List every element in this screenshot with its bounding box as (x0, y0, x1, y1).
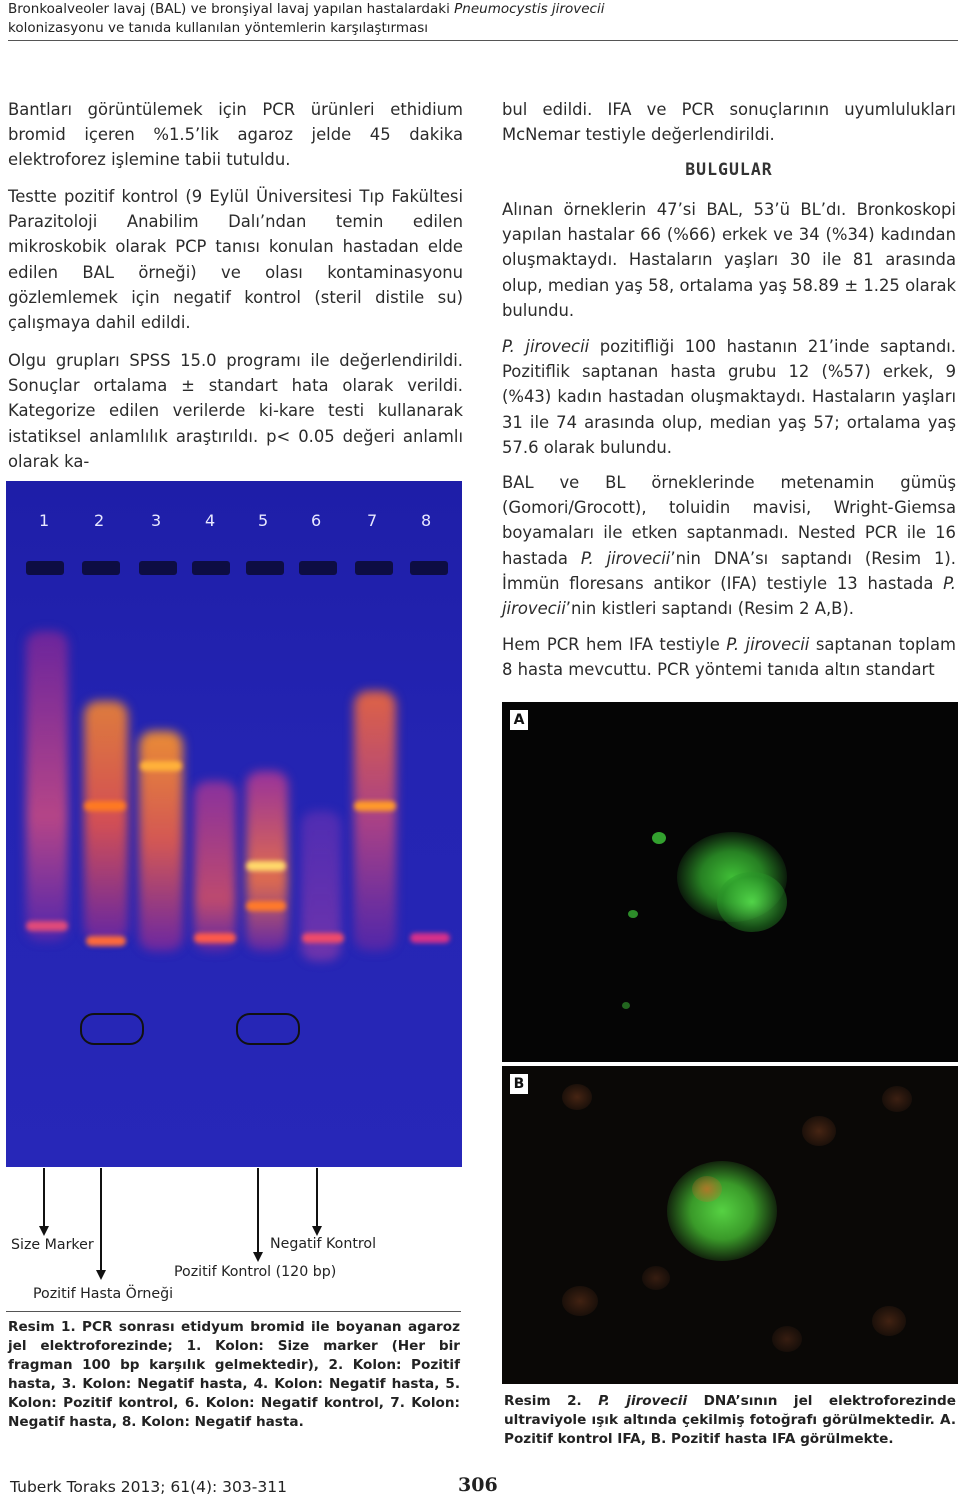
gel-well (26, 561, 64, 575)
fluorescent-dot (652, 832, 666, 844)
legend-pozitif-hasta: Pozitif Hasta Örneği (33, 1286, 174, 1302)
arrow-negatif-kontrol (316, 1168, 318, 1228)
background-cell (562, 1084, 592, 1110)
band-highlight-oval (236, 1013, 300, 1045)
right-paragraph-3: P. jirovecii pozitifliği 100 hastanın 21’inde saptandı. Pozitiflik saptanan hasta grubu 12 (%57) erkek, 9 (%43) kadın hastadan oluşmaktaydı. Hastaların yaşları 31 ile 74 arasında olup, median yaş 57; ortalama yaş 57.6 olarak bulundu. (502, 337, 956, 457)
background-cell (872, 1306, 906, 1336)
dna-band (140, 761, 182, 771)
legend-pozitif-kontrol: Pozitif Kontrol (120 bp) (174, 1264, 337, 1280)
micrograph-a (502, 702, 958, 1062)
micrograph-b (502, 1066, 958, 1384)
running-header-species: Pneumocystis jirovecii (454, 1, 605, 17)
journal-citation: Tuberk Toraks 2013; 61(4): 303-311 (10, 1478, 287, 1496)
dna-band (194, 933, 236, 943)
lane-number: 7 (367, 511, 378, 530)
dna-band (302, 933, 344, 943)
left-paragraph-2: Testte pozitif kontrol (9 Eylül Üniversitesi Tıp Fakültesi Parazitoloji Anabilim Dalı’ndan temin edilen mikroskobik olarak PCP tanısı konulan hastadan elde edilen BAL örneği) ve olası kontaminasyonu gözlemlemek için negatif kontrol (steril distile su) çalışmaya dahil edildi. (8, 187, 463, 333)
micrograph-a-label: A (510, 710, 528, 730)
left-paragraph-1: Bantları görüntülemek için PCR ürünleri ethidium bromid içeren %1.5’lik agaroz jelde 45 dakika elektroforez işlemine tabii tutuldu. (8, 100, 463, 170)
gel-well (299, 561, 337, 575)
right-paragraph-5: Hem PCR hem IFA testiyle P. jirovecii saptanan toplam 8 hasta mevcuttu. PCR yöntemi tanıda altın standart (502, 635, 956, 680)
lane-number: 5 (258, 511, 269, 530)
band-highlight-oval (80, 1013, 144, 1045)
lane-number: 4 (205, 511, 216, 530)
right-paragraph-2: Alınan örneklerin 47’si BAL, 53’ü BL’dı. Bronkoskopi yapılan hastalar 66 (%66) erkek ve 34 (%34) kadından oluşmaktaydı. Hastaların yaşları 30 ile 81 arasında olup, median yaş 58, ortalama yaş 58.89 ± 1.25 olarak bulundu. (502, 200, 956, 320)
legend-size-marker: Size Marker (11, 1237, 94, 1253)
legend-negatif-kontrol: Negatif Kontrol (270, 1236, 377, 1252)
lane-smear (354, 691, 396, 951)
gel-well (355, 561, 393, 575)
gel-well (82, 561, 120, 575)
lane-number: 1 (39, 511, 50, 530)
figure-1-caption: Resim 1. PCR sonrası etidyum bromid ile boyanan agaroz jel elektroforezinde; 1. Kolon: Size marker (Her bir fragman 100 bp karşılık gelmektedir), 2. Kolon: Pozitif hasta, 3. Kolon: Negatif hasta, 4. Kolon: Negatif hasta, 5. Kolon: Pozitif kontrol, 6. Kolon: Negatif kontrol, 7. Kolon: Negatif hasta, 8. Kolon: Negatif hasta. (8, 1319, 460, 1430)
background-cell (562, 1286, 598, 1316)
gel-well (139, 561, 177, 575)
fluorescent-dot (628, 910, 638, 918)
arrow-head (39, 1226, 49, 1236)
section-heading-bulgular: BULGULAR (685, 160, 773, 179)
page-number: 306 (458, 1474, 498, 1496)
lane-number: 2 (94, 511, 105, 530)
lane-number: 3 (151, 511, 162, 530)
arrow-head (96, 1270, 106, 1280)
fluorescent-cluster (717, 872, 787, 932)
micrograph-b-label: B (510, 1074, 528, 1094)
background-cell (772, 1326, 802, 1352)
gel-well (410, 561, 448, 575)
dna-band (354, 801, 396, 811)
right-paragraph-1: bul edildi. IFA ve PCR sonuçlarının uyumlulukları McNemar testiyle değerlendirildi. (502, 100, 956, 145)
dna-band (86, 936, 126, 946)
fluorescent-cluster (692, 1176, 722, 1202)
lane-number: 6 (311, 511, 322, 530)
dna-band (26, 921, 68, 931)
gel-well (246, 561, 284, 575)
arrow-head (253, 1252, 263, 1262)
left-paragraph-3: Olgu grupları SPSS 15.0 programı ile değerlendirildi. Sonuçlar ortalama ± standart hata olarak verildi. Kategorize edilen verilerde ki-kare testi kullanarak istatiksel anlamlılık araştırıldı. p< 0.05 değeri anlamlı olarak ka- (8, 351, 463, 471)
fluorescent-cluster (667, 1161, 777, 1261)
running-header (8, 0, 958, 41)
lane-smear (194, 781, 236, 951)
running-header-line1: Bronkoalveoler lavaj (BAL) ve bronşiyal lavaj yapılan hastalardaki Pneumocystis jirovecii (8, 1, 605, 17)
arrow-pozitif-hasta (100, 1168, 102, 1272)
gel-legend (6, 1168, 461, 1312)
figure-2-caption: Resim 2. P. jirovecii DNA’sının jel elektroforezinde ultraviyole ışık altında çekilmiş fotoğrafı görülmektedir. A. Pozitif kontrol IFA, B. Pozitif hasta IFA görülmekte. (504, 1393, 956, 1447)
running-header-line2: kolonizasyonu ve tanıda kullanılan yöntemlerin karşılaştırması (8, 20, 429, 36)
arrow-pozitif-kontrol (257, 1168, 259, 1254)
arrow-size-marker (43, 1168, 45, 1228)
right-paragraph-4: BAL ve BL örneklerinde metenamin gümüş (Gomori/Grocott), toluidin mavisi, Wright-Giemsa boyamaları ile etken saptanmadı. Nested PCR ile 16 hastada P. jirovecii’nin DNA’sı saptandı (Resim 1). İmmün floresans antikor (IFA) testiyle 13 hastada P. jirovecii’nin kistleri saptandı (Resim 2 A,B). (502, 473, 956, 619)
lane-smear (84, 701, 128, 941)
dna-band (410, 933, 450, 943)
dna-band (246, 901, 286, 911)
dna-band (246, 861, 286, 871)
background-cell (802, 1116, 836, 1146)
background-cell (642, 1266, 670, 1290)
background-cell (882, 1086, 912, 1112)
lane-smear (26, 631, 68, 941)
arrow-head (312, 1226, 322, 1236)
gel-electrophoresis-image (6, 481, 462, 1167)
lane-number: 8 (421, 511, 432, 530)
dna-band (84, 801, 126, 811)
gel-well (192, 561, 230, 575)
fluorescent-dot (622, 1002, 630, 1009)
